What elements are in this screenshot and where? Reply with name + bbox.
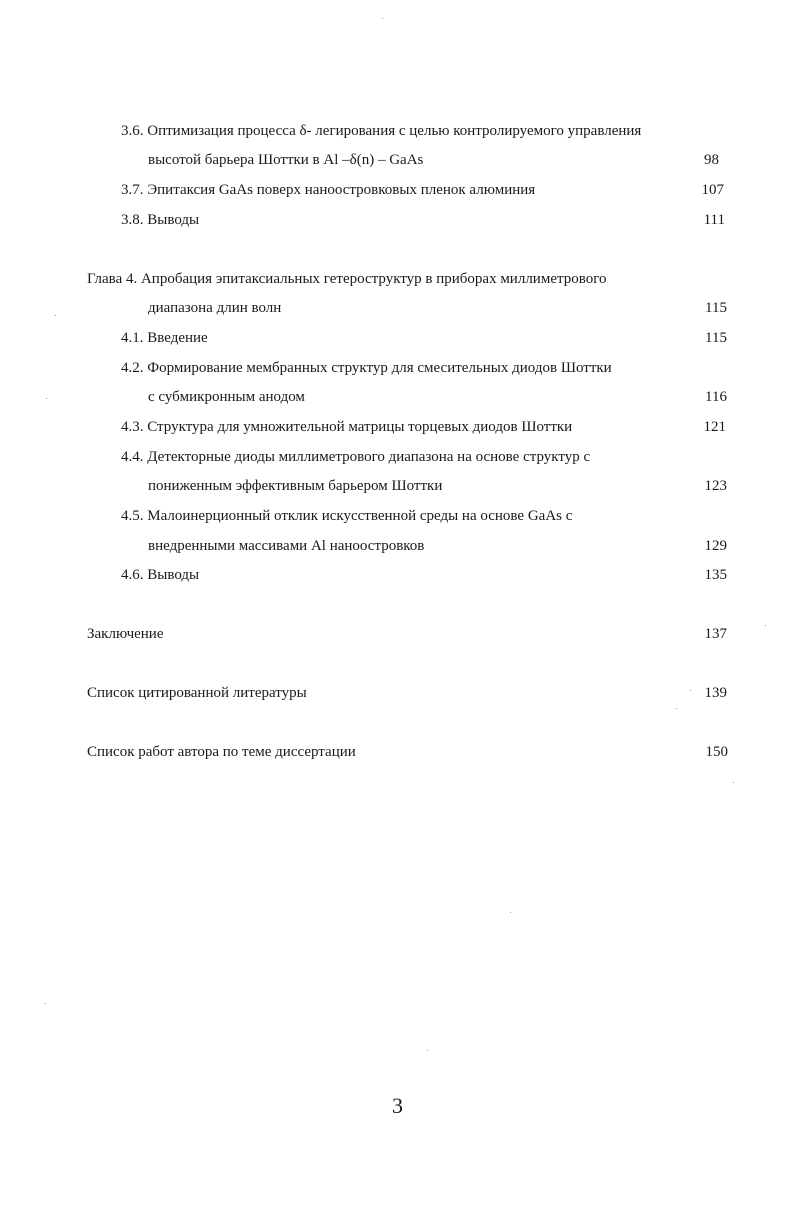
toc-entry-chapter-4: Глава 4. Апробация эпитаксиальных гетероструктур в приборах миллиметрового [87, 271, 607, 287]
toc-page-4-4: 123 [704, 478, 727, 494]
toc-entry-3-8: 3.8. Выводы [121, 212, 200, 228]
toc-page-conclusion: 137 [704, 626, 727, 642]
toc-entry-4-1: 4.1. Введение [121, 330, 208, 346]
toc-entry-4-4: 4.4. Детекторные диоды миллиметрового диапазона на основе структур с [121, 449, 591, 465]
toc-page-3-8: 111 [703, 212, 725, 228]
scan-speck [676, 708, 677, 709]
toc-page-4-3: 121 [703, 419, 726, 435]
toc-entry-4-3: 4.3. Структура для умножительной матрицы торцевых диодов Шоттки [121, 419, 573, 435]
toc-page-3-6: 98 [704, 152, 719, 168]
toc-entry-4-4-cont: пониженным эффективным барьером Шоттки [148, 478, 443, 494]
toc-page-3-7: 107 [701, 182, 724, 198]
toc-page-references: 139 [704, 685, 727, 701]
scan-speck [733, 782, 734, 783]
scan-speck [382, 18, 383, 19]
scan-speck [765, 625, 766, 626]
scan-speck [690, 690, 691, 691]
toc-page-4-6: 135 [704, 567, 727, 583]
toc-entry-references: Список цитированной литературы [87, 685, 307, 701]
toc-entry-author-works: Список работ автора по теме диссертации [87, 744, 356, 760]
toc-entry-4-5-cont: внедренными массивами Al наноостровков [148, 538, 425, 554]
toc-entry-4-2-cont: с субмикронным анодом [148, 389, 305, 405]
toc-entry-4-2: 4.2. Формирование мембранных структур для смесительных диодов Шоттки [121, 360, 612, 376]
toc-page-4-2: 116 [705, 389, 727, 405]
scan-speck [427, 1050, 428, 1051]
toc-entry-3-7: 3.7. Эпитаксия GaAs поверх наноостровковых пленок алюминия [121, 182, 536, 198]
toc-entry-conclusion: Заключение [87, 626, 164, 642]
scan-speck [55, 315, 56, 316]
page-number: 3 [392, 1093, 403, 1118]
toc-entry-4-5: 4.5. Малоинерционный отклик искусственной среды на основе GaAs с [121, 508, 573, 524]
toc-entry-3-6-cont: высотой барьера Шоттки в Al –δ(n) – GaAs [148, 152, 424, 168]
toc-page-author-works: 150 [705, 744, 728, 760]
toc-entry-3-6: 3.6. Оптимизация процесса δ- легирования с целью контролируемого управления [121, 123, 642, 139]
scan-speck [45, 1003, 46, 1004]
toc-entry-4-6: 4.6. Выводы [121, 567, 200, 583]
scan-speck [510, 912, 511, 913]
scan-speck [46, 398, 47, 399]
toc-page-chapter-4: 115 [705, 300, 727, 316]
toc-page-4-5: 129 [704, 538, 727, 554]
toc-entry-chapter-4-cont: диапазона длин волн [148, 300, 282, 316]
toc-page-4-1: 115 [705, 330, 727, 346]
